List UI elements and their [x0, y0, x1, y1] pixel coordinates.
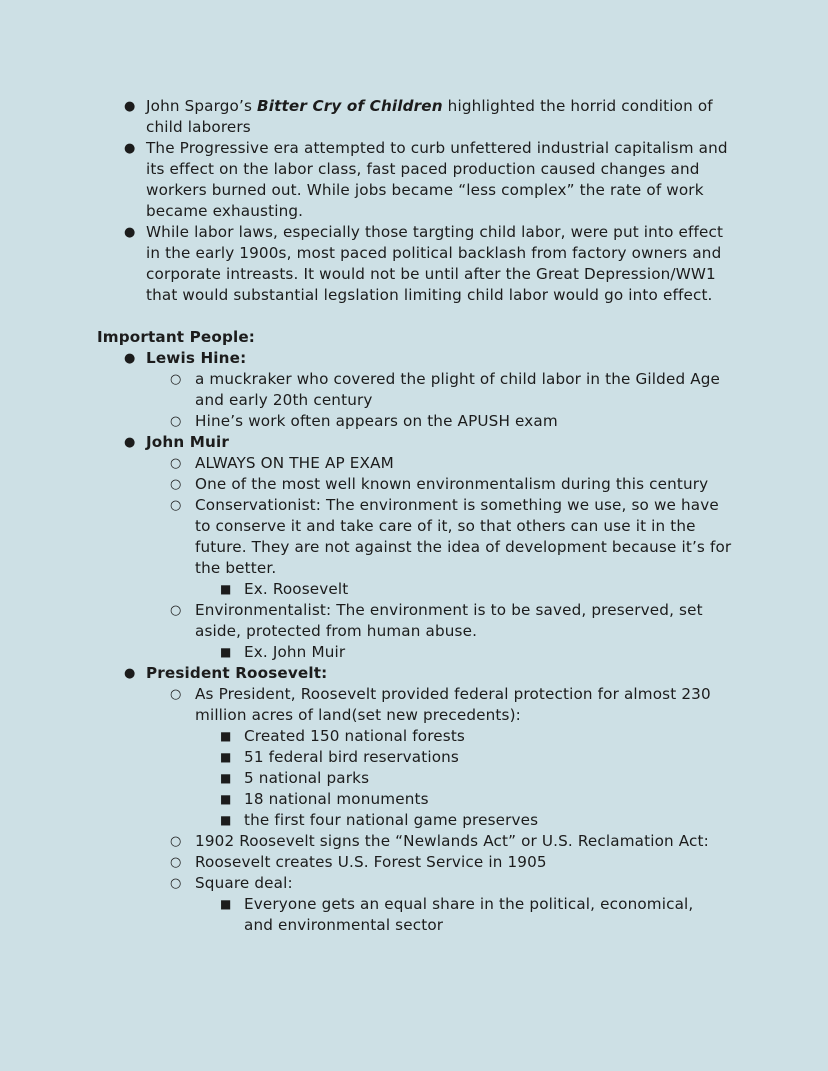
sub-sub-list — [195, 579, 724, 600]
bullet-text: the first four national game preserves — [244, 811, 539, 829]
list-item — [220, 579, 724, 600]
sub-sub-list — [195, 642, 724, 663]
bullet-circle-icon: ○ — [170, 372, 182, 387]
bullet-text: Everyone gets an equal share in the political, economical, and environmental sector — [244, 895, 694, 934]
bullet-square-icon: ■ — [220, 582, 232, 596]
notes-body — [0, 96, 828, 936]
bullet-disc-icon: ● — [124, 351, 136, 366]
list-item — [220, 747, 724, 768]
list-item — [220, 726, 724, 747]
list-item — [220, 768, 724, 789]
bullet-square-icon: ■ — [220, 792, 232, 806]
bullet-disc-icon: ● — [124, 99, 136, 114]
list-item — [170, 369, 733, 411]
list-item — [124, 222, 736, 306]
book-title: Bitter Cry of Children — [257, 97, 443, 115]
bullet-text: Ex. John Muir — [244, 643, 346, 661]
list-item — [220, 894, 724, 936]
list-item — [170, 411, 733, 432]
list-item — [170, 600, 733, 663]
list-item — [170, 474, 733, 495]
bullet-text: 5 national parks — [244, 769, 370, 787]
list-item — [170, 852, 733, 873]
sub-sub-list — [195, 894, 724, 936]
list-item — [170, 684, 733, 831]
bullet-text: Environmentalist: The environment is to be saved, preserved, set aside, protected from human abuse. — [195, 601, 703, 640]
list-item — [220, 642, 724, 663]
bullet-square-icon: ■ — [220, 813, 232, 827]
bullet-text: 18 national monuments — [244, 790, 429, 808]
section-heading: Important People: — [97, 328, 256, 346]
person-lewis-hine — [124, 348, 828, 432]
bullet-square-icon: ■ — [220, 750, 232, 764]
bullet-text: One of the most well known environmentalism during this century — [195, 475, 709, 493]
bullet-square-icon: ■ — [220, 771, 232, 785]
bullet-circle-icon: ○ — [170, 834, 182, 849]
bullet-square-icon: ■ — [220, 645, 232, 659]
sub-list — [146, 453, 733, 663]
bullet-text: Roosevelt creates U.S. Forest Service in 1905 — [195, 853, 547, 871]
bullet-text: The Progressive era attempted to curb unfettered industrial capitalism and its effect on the labor class, fast paced production caused changes and workers burned out. While jobs became “less complex” the rate of work became exhausting. — [146, 139, 728, 220]
bullet-text: Hine’s work often appears on the APUSH exam — [195, 412, 558, 430]
bullet-circle-icon: ○ — [170, 687, 182, 702]
sub-list — [146, 684, 733, 936]
bullet-text: Created 150 national forests — [244, 727, 465, 745]
list-item — [170, 831, 733, 852]
list-item — [170, 495, 733, 600]
bullet-disc-icon: ● — [124, 666, 136, 681]
bullet-text: highlighted the horrid condition of child laborers — [146, 97, 713, 136]
bullet-text: While labor laws, especially those targting child labor, were put into effect in the early 1900s, most paced political backlash from factory owners and corporate intreasts. It would not be until after the Great Depression/WW1 that would substantial legslation limiting child labor would go into effect. — [146, 223, 724, 304]
bullet-disc-icon: ● — [124, 435, 136, 450]
bullet-text: Ex. Roosevelt — [244, 580, 349, 598]
person-name: President Roosevelt: — [146, 664, 328, 682]
bullet-circle-icon: ○ — [170, 414, 182, 429]
bullet-text: a muckraker who covered the plight of child labor in the Gilded Age and early 20th century — [195, 370, 721, 409]
person-name: Lewis Hine: — [146, 349, 247, 367]
bullet-disc-icon: ● — [124, 141, 136, 156]
sub-list — [146, 369, 733, 432]
list-item — [170, 873, 733, 936]
bullet-text: ALWAYS ON THE AP EXAM — [195, 454, 394, 472]
bullet-circle-icon: ○ — [170, 498, 182, 513]
bullet-square-icon: ■ — [220, 729, 232, 743]
bullet-circle-icon: ○ — [170, 876, 182, 891]
list-item — [124, 138, 736, 222]
sub-sub-list — [195, 726, 724, 831]
people-list — [0, 348, 828, 936]
person-name: John Muir — [146, 433, 229, 451]
list-item — [220, 810, 724, 831]
bullet-text: As President, Roosevelt provided federal protection for almost 230 million acres of land(set new precedents): — [195, 685, 711, 724]
bullet-text: 51 federal bird reservations — [244, 748, 459, 766]
bullet-disc-icon: ● — [124, 225, 136, 240]
list-item — [170, 453, 733, 474]
list-item — [220, 789, 724, 810]
bullet-circle-icon: ○ — [170, 603, 182, 618]
bullet-circle-icon: ○ — [170, 477, 182, 492]
person-john-muir — [124, 432, 828, 663]
bullet-circle-icon: ○ — [170, 855, 182, 870]
bullet-text: Conservationist: The environment is something we use, so we have to conserve it and take care of it, so that others can use it in the future. They are not against the idea of development because it’s for the better. — [195, 496, 732, 577]
person-president-roosevelt — [124, 663, 828, 936]
bullet-text: Square deal: — [195, 874, 293, 892]
bullet-text: 1902 Roosevelt signs the “Newlands Act” or U.S. Reclamation Act: — [195, 832, 709, 850]
intro-bullet-list — [0, 96, 736, 306]
bullet-circle-icon: ○ — [170, 456, 182, 471]
bullet-square-icon: ■ — [220, 897, 232, 911]
bullet-text: John Spargo’s — [146, 97, 258, 115]
list-item — [124, 96, 736, 138]
